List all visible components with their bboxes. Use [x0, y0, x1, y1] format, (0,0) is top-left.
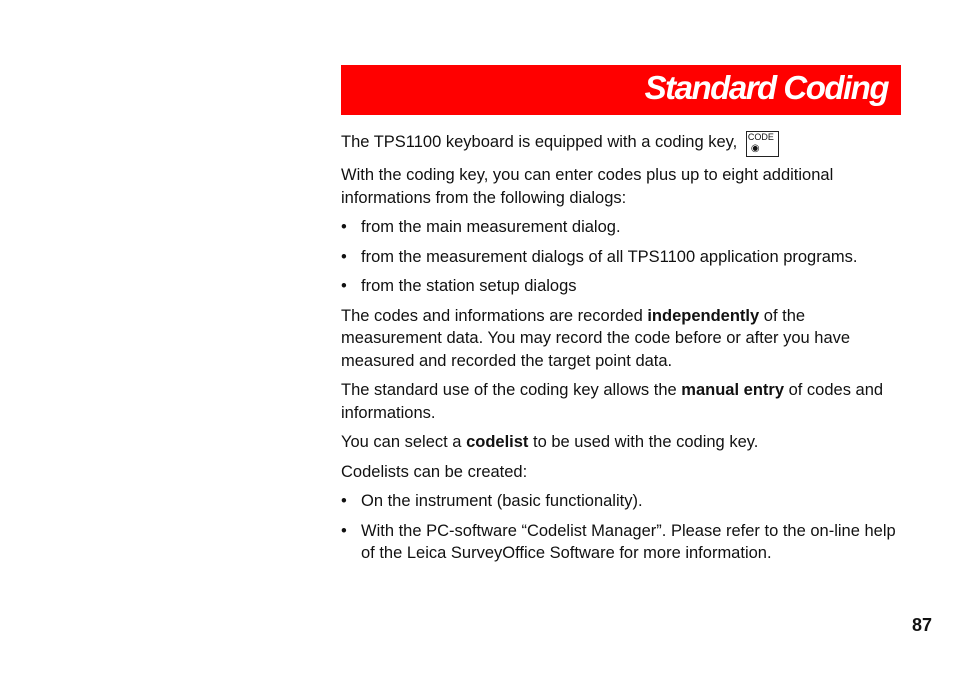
list-item-text: On the instrument (basic functionality).: [361, 492, 643, 510]
body-content: [341, 131, 906, 572]
list-item: [341, 490, 906, 513]
list-item-text: from the station setup dialogs: [361, 277, 577, 295]
bullet-dot: •: [341, 521, 347, 540]
bullet-dot: •: [341, 247, 347, 266]
paragraph-codelist: [341, 431, 906, 454]
bold-term: manual entry: [681, 381, 784, 399]
bullet-dot: •: [341, 277, 347, 295]
text-run: The codes and informations are recorded: [341, 306, 648, 325]
paragraph-dialogs: With the coding key, you can enter codes plus up to eight additional informations from the following dialogs:: [341, 166, 834, 207]
bullet-dot: •: [341, 218, 347, 236]
list-item: [341, 520, 906, 565]
code-key-label: CODE: [747, 132, 774, 142]
paragraph-independently: [341, 305, 906, 373]
paragraph-codelists-created: Codelists can be created:: [341, 462, 528, 481]
page-title: Standard Coding: [644, 69, 888, 106]
list-item: [341, 246, 906, 269]
page-number: 87: [911, 615, 932, 635]
code-key-icon: [746, 131, 779, 157]
text-run: You can select a: [341, 433, 467, 451]
title-bar: [341, 65, 901, 115]
list-item: [341, 275, 906, 298]
list-item-text: from the main measurement dialog.: [361, 218, 621, 236]
code-key-glyph: ◉: [750, 143, 760, 154]
list-item-text: With the PC-software “Codelist Manager”. Please refer to the on-line help of the Leica SurveyOffice Software for more information.: [361, 521, 896, 562]
bold-term: codelist: [466, 433, 529, 451]
intro-text: The TPS1100 keyboard is equipped with a coding key,: [341, 133, 738, 151]
intro-paragraph: [341, 131, 906, 161]
list-item: [341, 216, 906, 239]
text-run: of codes and informations.: [341, 381, 884, 422]
text-run: to be used with the coding key.: [528, 433, 759, 451]
bullet-dot: •: [341, 492, 347, 510]
bold-term: independently: [647, 306, 760, 325]
text-run: The standard use of the coding key allows the: [341, 381, 682, 399]
paragraph-manual-entry: [341, 379, 906, 424]
list-item-text: from the measurement dialogs of all TPS1100 application programs.: [361, 247, 858, 266]
text-run: of the measurement data. You may record the code before or after you have measured and recorded the target point data.: [341, 306, 851, 370]
